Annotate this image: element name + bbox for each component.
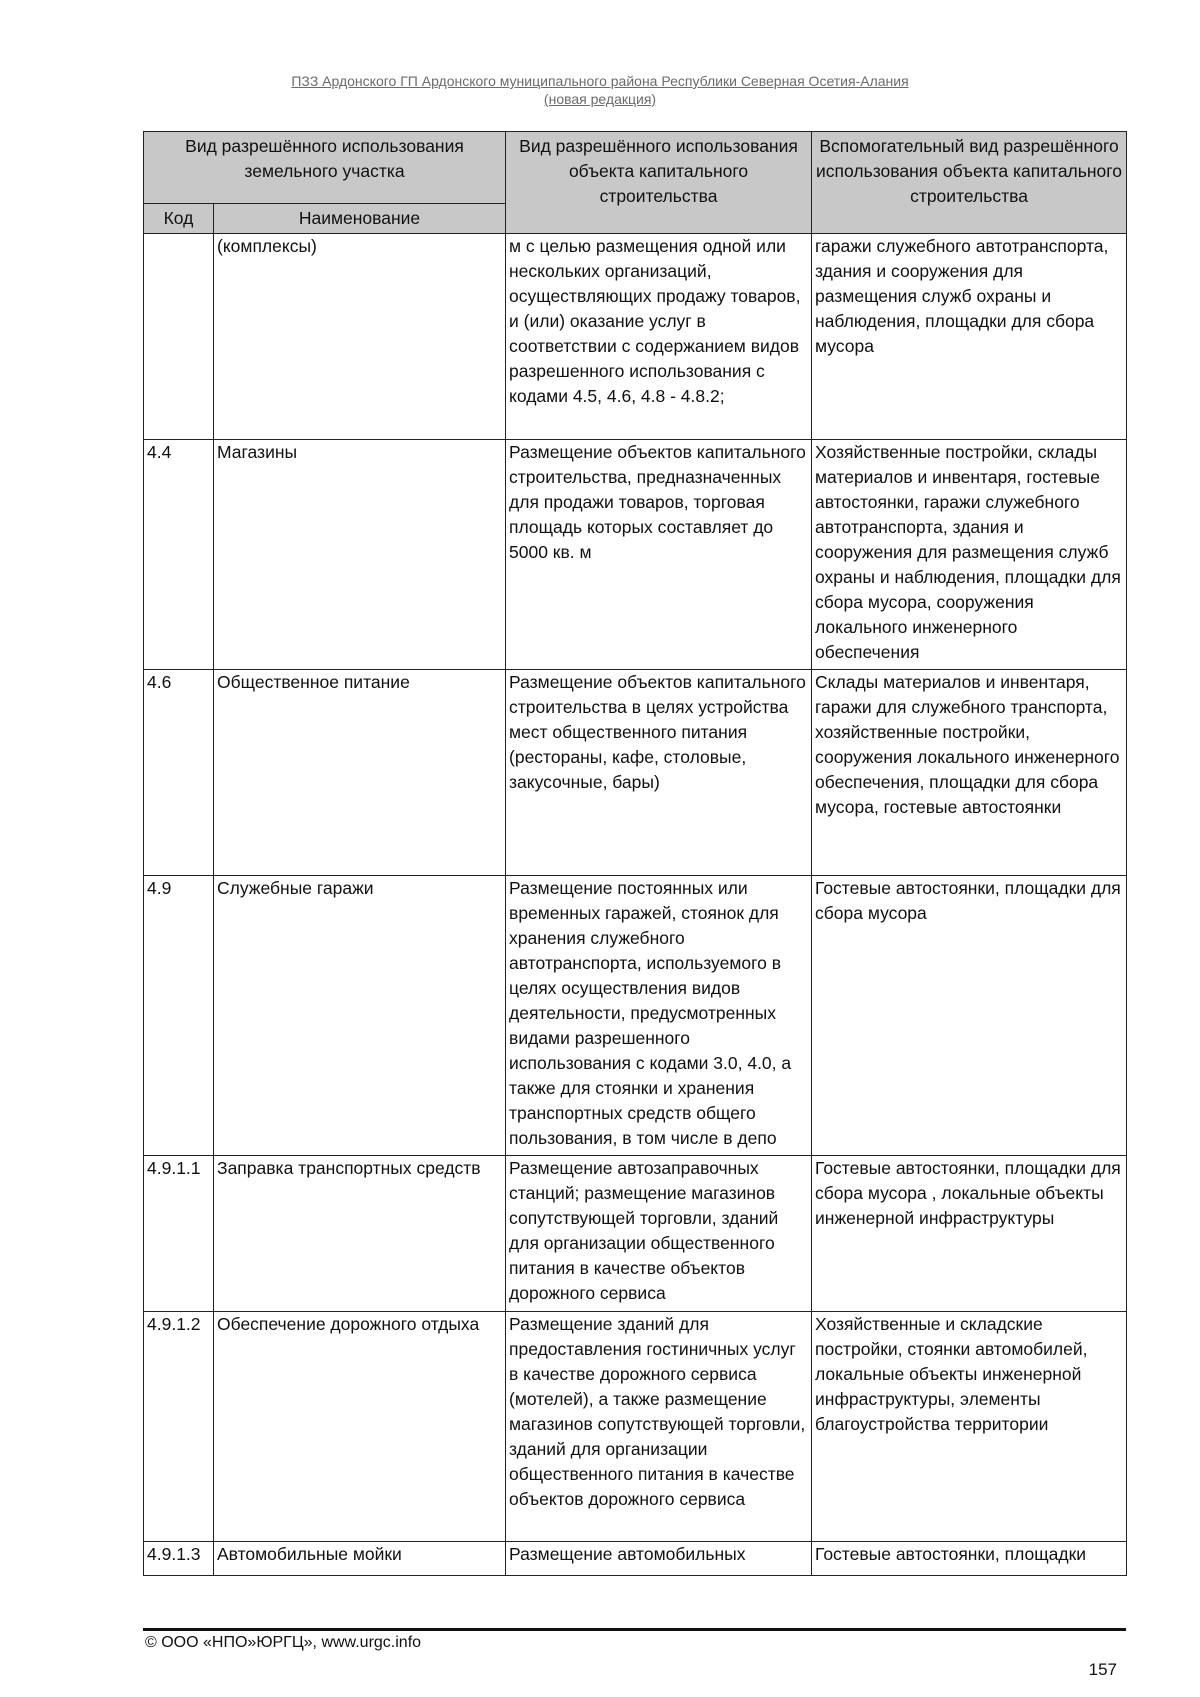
header-land-use: Вид разрешённого использования земельного участка	[144, 132, 506, 204]
row-auxiliary-use: Гостевые автостоянки, площадки для сбора мусора , локальные объекты инженерной инфраструктуры	[812, 1156, 1127, 1312]
row-name: Служебные гаражи	[214, 876, 506, 1156]
table-row	[144, 234, 1127, 440]
document-header	[0, 72, 1200, 108]
page-number: 157	[1088, 1660, 1117, 1679]
row-name: Обеспечение дорожного отдыха	[214, 1312, 506, 1542]
row-name: (комплексы)	[214, 234, 506, 440]
row-auxiliary-use: Склады материалов и инвентаря, гаражи для служебного транспорта, хозяйственные постройки, сооружения локального инженерного обеспечения, площадки для сбора мусора, гостевые автостоянки	[812, 670, 1127, 876]
row-code: 4.4	[144, 440, 214, 670]
table-row	[144, 670, 1127, 876]
row-auxiliary-use: Хозяйственные и складские постройки, стоянки автомобилей, локальные объекты инженерной инфраструктуры, элементы благоустройства территории	[812, 1312, 1127, 1542]
row-code: 4.6	[144, 670, 214, 876]
table-row	[144, 1542, 1127, 1576]
row-capital-use: Размещение автомобильных	[506, 1542, 812, 1576]
footer-divider	[143, 1628, 1126, 1631]
row-code	[144, 234, 214, 440]
row-auxiliary-use: гаражи служебного автотранспорта, здания и сооружения для размещения служб охраны и наблюдения, площадки для сбора мусора	[812, 234, 1127, 440]
row-capital-use: Размещение объектов капитального строительства в целях устройства мест общественного питания (рестораны, кафе, столовые, закусочные, бары)	[506, 670, 812, 876]
header-auxiliary-use: Вспомогательный вид разрешённого использования объекта капитального строительства	[812, 132, 1127, 234]
row-auxiliary-use: Хозяйственные постройки, склады материалов и инвентаря, гостевые автостоянки, гаражи служебного автотранспорта, здания и сооружения для размещения служб охраны и наблюдения, площадки для сбора мусора, сооружения локального инженерного обеспечения	[812, 440, 1127, 670]
row-capital-use: Размещение зданий для предоставления гостиничных услуг в качестве дорожного сервиса (мотелей), а также размещение магазинов сопутствующей торговли, зданий для организации общественного питания в качестве объектов дорожного сервиса	[506, 1312, 812, 1542]
row-name: Автомобильные мойки	[214, 1542, 506, 1576]
table-row	[144, 1156, 1127, 1312]
header-subtitle: (новая редакция)	[543, 91, 657, 107]
table-row	[144, 1312, 1127, 1542]
row-capital-use: Размещение автозаправочных станций; размещение магазинов сопутствующей торговли, зданий для организации общественного питания в качестве объектов дорожного сервиса	[506, 1156, 812, 1312]
header-capital-use: Вид разрешённого использования объекта капитального строительства	[506, 132, 812, 234]
row-name: Магазины	[214, 440, 506, 670]
footer-copyright: © ООО «НПО»ЮРГЦ», www.urgc.info	[145, 1634, 422, 1651]
header-title: ПЗЗ Ардонского ГП Ардонского муниципального района Республики Северная Осетия-Алания	[291, 73, 909, 89]
row-code: 4.9.1.1	[144, 1156, 214, 1312]
row-code: 4.9.1.2	[144, 1312, 214, 1542]
row-capital-use: м с целью размещения одной или нескольких организаций, осуществляющих продажу товаров, и (или) оказание услуг в соответствии с содержанием видов разрешенного использования с кодами 4.5, 4.6, 4.8 - 4.8.2;	[506, 234, 812, 440]
row-name: Заправка транспортных средств	[214, 1156, 506, 1312]
row-capital-use: Размещение постоянных или временных гаражей, стоянок для хранения служебного автотранспорта, используемого в целях осуществления видов деятельности, предусмотренных видами разрешенного использования с кодами 3.0, 4.0, а также для стоянки и хранения транспортных средств общего пользования, в том числе в депо	[506, 876, 812, 1156]
land-use-table	[143, 131, 1127, 1576]
header-name: Наименование	[214, 204, 506, 234]
row-auxiliary-use: Гостевые автостоянки, площадки для сбора мусора	[812, 876, 1127, 1156]
row-code: 4.9.1.3	[144, 1542, 214, 1576]
row-name: Общественное питание	[214, 670, 506, 876]
row-auxiliary-use: Гостевые автостоянки, площадки	[812, 1542, 1127, 1576]
table-row	[144, 440, 1127, 670]
row-capital-use: Размещение объектов капитального строительства, предназначенных для продажи товаров, торговая площадь которых составляет до 5000 кв. м	[506, 440, 812, 670]
header-code: Код	[144, 204, 214, 234]
table-row	[144, 876, 1127, 1156]
row-code: 4.9	[144, 876, 214, 1156]
